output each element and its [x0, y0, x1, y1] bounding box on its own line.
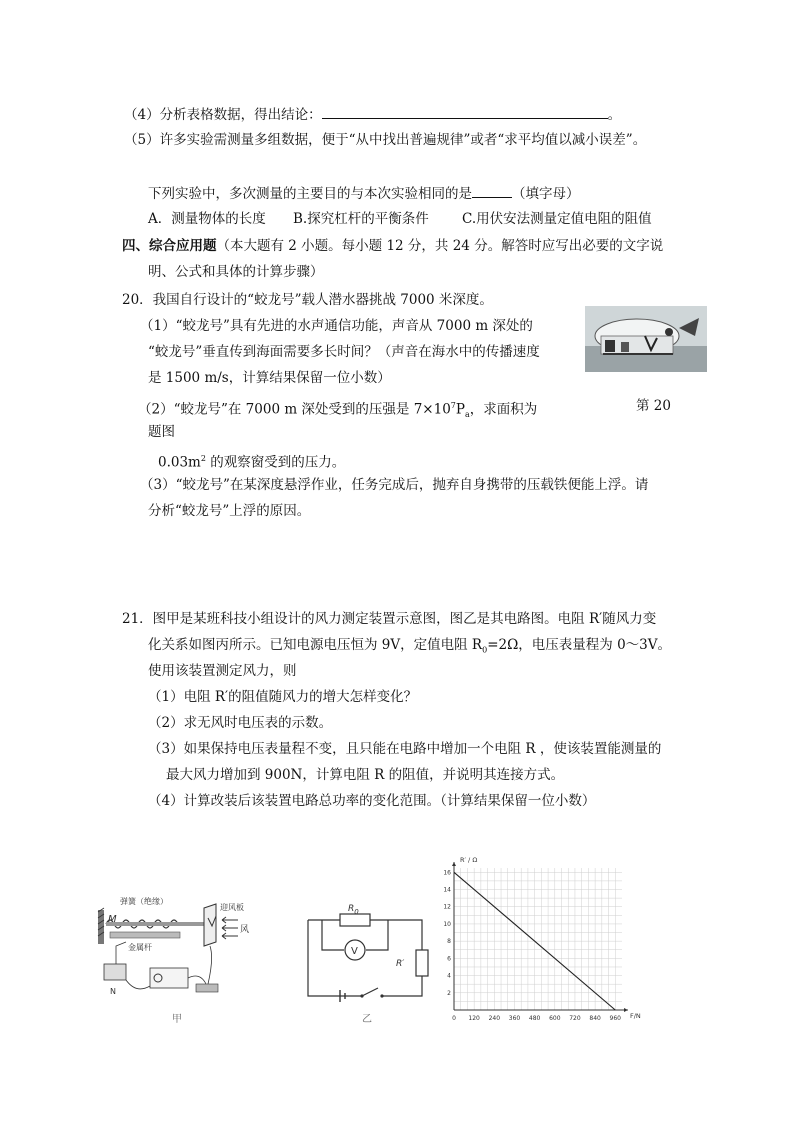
q20-stem: 20．我国自行设计的“蛟龙号”载人潜水器挑战 7000 米深度。 — [122, 292, 493, 308]
q20-part2-text-end: ，求面积为 — [469, 401, 538, 418]
x-tick-label: 960 — [609, 1015, 622, 1022]
x-axis-arrow — [624, 1008, 628, 1012]
q19-part5: （5）许多实验需测量多组数据，便于“从中找出普遍规律”或者“求平均值以减小误差”。 — [124, 132, 647, 148]
answer-blank[interactable] — [322, 104, 608, 119]
x-tick-label: 720 — [569, 1015, 581, 1022]
y-tick-label: 14 — [443, 886, 451, 894]
q19-part4-end: 。 — [607, 107, 622, 123]
x-tick-label: 120 — [468, 1015, 480, 1022]
unit-subscript: a — [464, 410, 470, 420]
y-tick-label: 16 — [443, 869, 451, 877]
y-axis-arrow — [452, 862, 456, 866]
r0-label: $R_0$ — [348, 904, 359, 916]
shield-label: 迎风板 — [220, 903, 244, 912]
q20-part1-line1: （1）“蛟龙号”具有先进的水声通信功能，声音从 7000 m 深处的 — [140, 318, 533, 334]
option-c: C.用伏安法测量定值电阻的阻值 — [462, 211, 652, 227]
y-axis-label: R′ / Ω — [460, 856, 478, 864]
x-tick-label: 840 — [589, 1015, 601, 1022]
rod-label: 金属杆 — [128, 943, 152, 952]
section-description: （本大题有 2 小题。每小题 12 分，共 24 分。解答时应写出必要的文字说 — [216, 238, 664, 254]
figure-yi-caption: 乙 — [362, 1014, 372, 1025]
r-prime-label: R′ — [396, 959, 405, 969]
q19-part5-question — [148, 183, 580, 204]
x-axis-label: F/N — [630, 1012, 641, 1020]
q19-part4 — [124, 104, 621, 125]
x-tick-label: 240 — [488, 1015, 501, 1022]
label-n: N — [110, 987, 116, 996]
label-m: M — [108, 914, 117, 925]
q19-part5-question-text: 下列实验中，多次测量的主要目的与本次实验相同的是 — [148, 186, 472, 202]
y-tick-label: 8 — [447, 938, 451, 946]
area-exponent: 2 — [200, 454, 206, 463]
q21-part3-line2: 最大风力增加到 900N，计算电阻 R 的阻值，并说明其连接方式。 — [166, 767, 565, 783]
section-heading — [122, 236, 663, 256]
q20-part2-line2 — [158, 449, 345, 473]
submarine-photo — [585, 306, 707, 372]
figure-label: 第 20 — [636, 398, 671, 414]
q21-stem-text: 化关系如图丙所示。已知电源电压恒为 9V，定值电阻 R — [148, 637, 483, 653]
voltmeter-label: V — [351, 946, 358, 957]
y-tick-label: 10 — [443, 920, 451, 928]
section-description-cont: 明、公式和具体的计算步骤） — [148, 264, 324, 280]
x-tick-label: 480 — [528, 1015, 541, 1022]
spring-label: 弹簧（绝缘） — [120, 897, 168, 906]
q20-part2-text: （2）“蛟龙号”在 7000 m 深处受到的压强是 7×10 — [138, 401, 451, 418]
y-tick-label: 6 — [447, 955, 451, 963]
q20-part2-line1 — [138, 396, 537, 425]
area-value: 0.03m — [158, 454, 201, 471]
q20-part3-line1: （3）“蛟龙号”在某深度悬浮作业，任务完成后，抛弃自身携带的压载铁便能上浮。请 — [140, 477, 649, 493]
q21-part2: （2）求无风时电压表的示数。 — [148, 715, 333, 731]
y-tick-label: 2 — [447, 989, 451, 997]
figure-jia-caption: 甲 — [172, 1014, 182, 1025]
q21-stem-text-end: =2Ω，电压表量程为 0～3V。 — [487, 637, 671, 653]
unit: P — [455, 401, 465, 418]
x-tick-label: 0 — [452, 1015, 456, 1022]
wind-label: 风 — [240, 925, 250, 935]
figure-label-cont: 题图 — [148, 424, 175, 440]
q19-part5-question-hint: （填字母） — [512, 186, 580, 202]
resistor-r-prime — [416, 950, 428, 976]
figure-bing-chart — [434, 856, 648, 1022]
figure-jia-apparatus — [96, 898, 276, 1006]
q19-part4-text: （4）分析表格数据，得出结论： — [124, 107, 322, 123]
q20-part2-text2: 的观察窗受到的压力。 — [205, 454, 346, 471]
x-tick-label: 600 — [549, 1015, 561, 1022]
q20-part1-line2: “蛟龙号”垂直传到海面需要多长时间？（声音在海水中的传播速度 — [148, 344, 540, 360]
switch-icon — [362, 988, 378, 996]
answer-blank[interactable] — [472, 183, 512, 198]
exponent: 7 — [450, 401, 456, 410]
option-a: A．测量物体的长度 — [148, 211, 266, 227]
x-tick-label: 360 — [508, 1015, 521, 1022]
y-tick-label: 4 — [447, 972, 451, 980]
q20-part1-line3: 是 1500 m/s，计算结果保留一位小数） — [148, 370, 391, 386]
q21-part1: （1）电阻 R′的阻值随风力的增大怎样变化？ — [148, 689, 418, 705]
option-b: B.探究杠杆的平衡条件 — [293, 211, 429, 227]
q21-stem-line2 — [148, 635, 671, 661]
q21-part3-line1: （3）如果保持电压表量程不变，且只能在电路中增加一个电阻 R ，使该装置能测量的 — [148, 741, 662, 757]
q21-part4: （4）计算改装后该装置电路总功率的变化范围。（计算结果保留一位小数） — [148, 793, 596, 809]
q20-part3-line2: 分析“蛟龙号”上浮的原因。 — [148, 503, 311, 519]
y-tick-label: 12 — [443, 903, 451, 911]
subscript: 0 — [482, 645, 488, 655]
figure-yi-circuit — [300, 904, 436, 1006]
q21-stem-line3: 使用该装置测定风力，则 — [148, 663, 297, 679]
section-title: 四、综合应用题 — [122, 238, 217, 254]
q21-stem-line1: 21．图甲是某班科技小组设计的风力测定装置示意图，图乙是其电路图。电阻 R′随风力变 — [122, 611, 657, 627]
